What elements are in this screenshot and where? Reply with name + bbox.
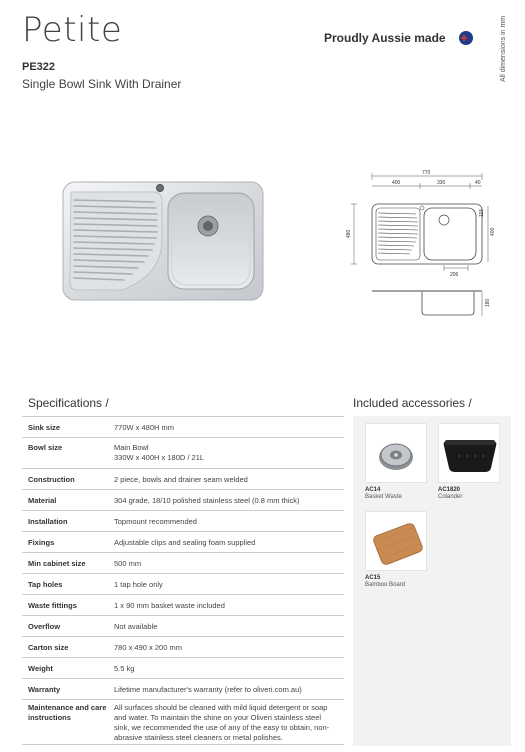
dim-bowl-width: 330 [437,180,446,186]
spec-row-fixings [22,531,344,552]
spec-row-warranty [22,678,344,699]
spec-label: Carton size [28,643,69,652]
spec-label: Maintenance and care instructions [28,703,107,722]
spec-label: Tap holes [28,580,63,589]
dim-bowl-depth: 180 [485,298,491,307]
accessory-name: Basket Waste [365,494,402,500]
page-title: Petite [22,10,123,50]
spec-label: Bowl size [28,443,63,452]
spec-row-carton-size [22,636,344,657]
dim-drainer-width: 400 [392,180,401,186]
spec-value: 1 tap hole only [114,580,163,589]
accessories-panel [353,416,511,746]
australian-flag-icon [459,31,473,45]
spec-value: All surfaces should be cleaned with mild liquid detergent or soap and water. To maintain the shine on your Oliveri stainless steel sink, we recommended the use of any of the easy to obtain, non-abrasive stainless steel cleaners or metal polishes. [114,703,330,742]
specifications-table [22,416,344,745]
spec-row-installation [22,510,344,531]
spec-value: 5.5 kg [114,664,135,673]
spec-label: Min cabinet size [28,559,86,568]
sink-technical-drawing [340,168,500,318]
spec-label: Overflow [28,622,61,631]
product-subtitle: Single Bowl Sink With Drainer [22,77,182,91]
basket-waste-icon [365,423,427,483]
dimensions-note: All dimensions in mm [500,15,507,82]
spec-label: Material [28,496,57,505]
bamboo-board-icon [365,511,427,571]
spec-row-maintenance [22,699,344,745]
spec-value: 304 grade, 18/10 polished stainless steel (0.8 mm thick) [114,496,300,505]
spec-row-sink-size [22,416,344,437]
spec-value: Topmount recommended [114,517,197,526]
product-code: PE322 [22,61,56,73]
accessory-code: AC15 [365,575,381,581]
spec-label: Weight [28,664,53,673]
colander-icon [438,423,500,483]
accessory-bamboo-board [365,511,427,588]
spec-row-overflow [22,615,344,636]
accessories-heading: Included accessories / [353,396,472,410]
spec-row-weight [22,657,344,678]
spec-value: Not available [114,622,158,631]
accessory-code: AC1820 [438,487,461,493]
spec-row-min-cabinet-size [22,552,344,573]
accessory-colander [438,423,500,500]
tagline: Proudly Aussie made [324,31,446,45]
spec-row-material [22,489,344,510]
dim-overall-width: 770 [422,170,431,176]
spec-label: Waste fittings [28,601,77,610]
spec-label: Installation [28,517,68,526]
accessory-basket-waste [365,423,427,500]
spec-value: 770W x 480H mm [114,423,175,432]
spec-value: 1 x 90 mm basket waste included [114,601,225,610]
spec-row-tap-holes [22,573,344,594]
spec-label: Construction [28,475,75,484]
spec-row-waste-fittings [22,594,344,615]
dim-bowl-height: 400 [490,227,496,236]
spec-value: Adjustable clips and sealing foam supplied [114,538,256,547]
spec-label: Fixings [28,538,55,547]
spec-label: Warranty [28,685,61,694]
accessory-name: Colander [438,494,463,500]
spec-value: Lifetime manufacturer's warranty (refer to oliveri.com.au) [114,685,302,694]
specifications-heading: Specifications / [28,396,109,410]
dim-edge: 40 [475,180,481,186]
spec-value: 500 mm [114,559,142,568]
spec-value: 780 x 490 x 200 mm [114,643,182,652]
spec-value: Main Bowl 330W x 400H x 180D / 21L [114,443,205,462]
spec-row-bowl-size [22,437,344,468]
accessory-code: AC14 [365,487,381,493]
spec-label: Sink size [28,423,61,432]
accessory-name: Bamboo Board [365,582,406,588]
sink-photo [62,180,264,302]
spec-value: 2 piece, bowls and drainer seam welded [114,475,248,484]
spec-row-construction [22,468,344,489]
dim-tap-offset: 115 [479,209,485,217]
dim-overall-height: 480 [346,229,352,238]
dim-tap-position: 206 [450,272,459,278]
